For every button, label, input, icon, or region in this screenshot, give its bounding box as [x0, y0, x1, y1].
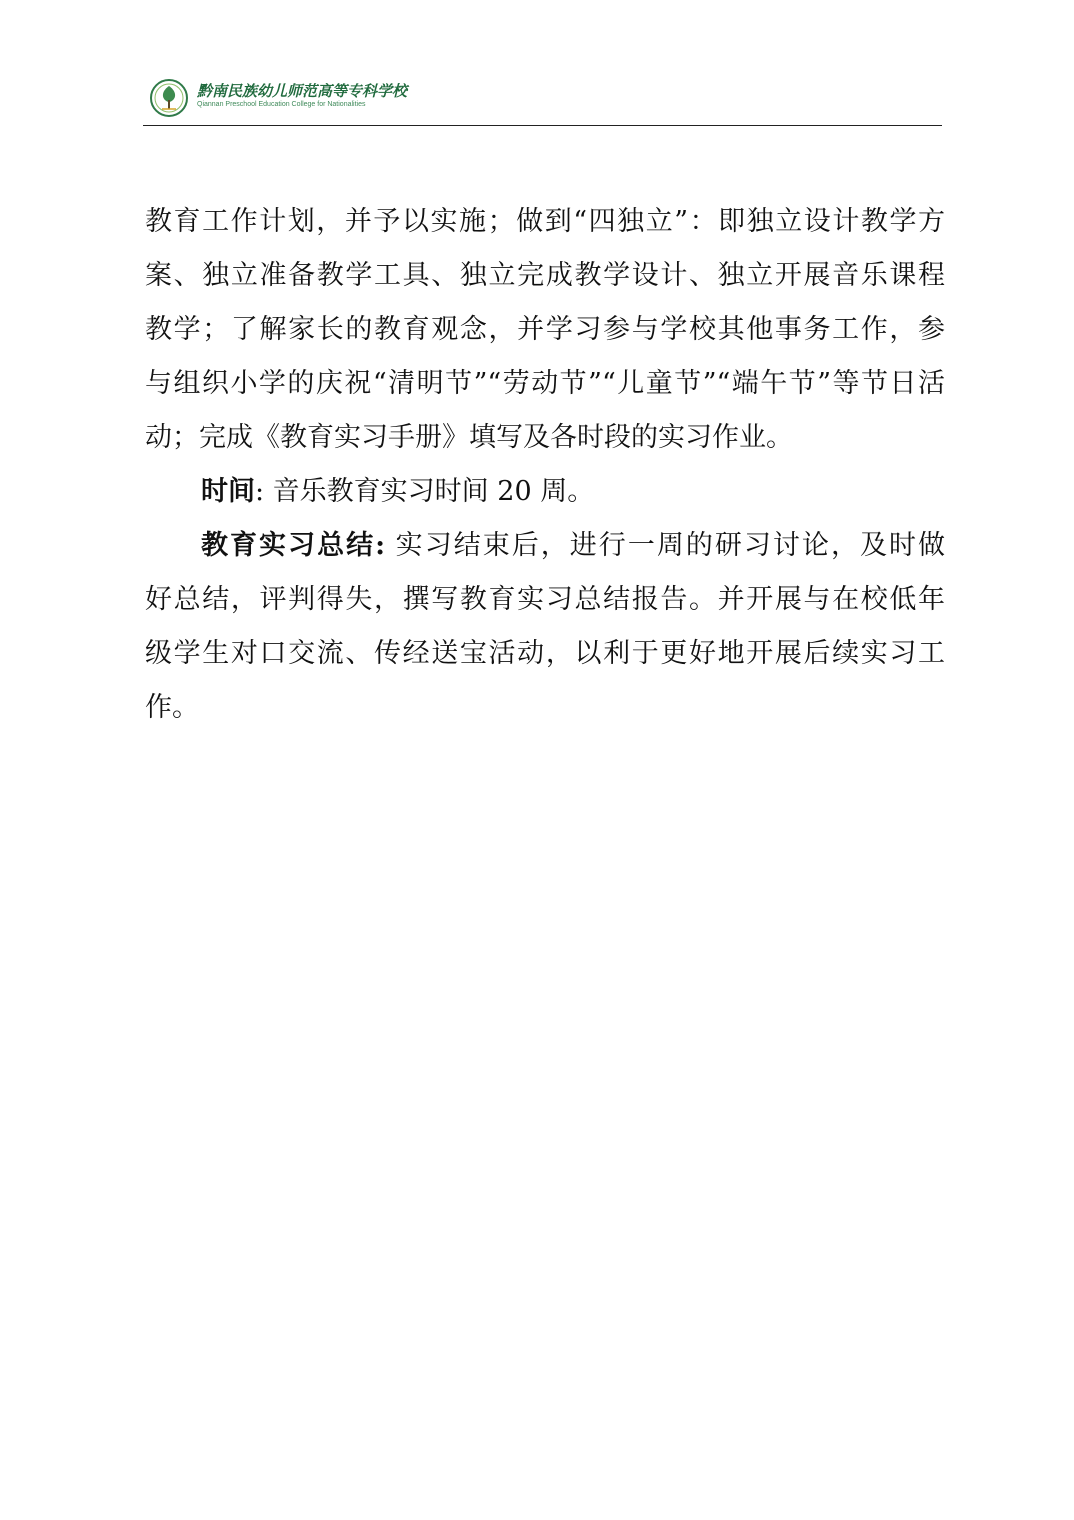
school-name-en: Qiannan Preschool Education College for Nationalities: [197, 101, 366, 108]
document-body: [145, 195, 945, 735]
summary-first-text: 实习结束后，进行一周的研习讨论，及时做: [385, 530, 945, 561]
paragraph-line: 教育工作计划，并予以实施；做到“四独立”：即独立设计教学方: [145, 206, 945, 237]
paragraph-line: 级学生对口交流、传经送宝活动，以利于更好地开展后续实习工: [145, 638, 945, 669]
paragraph-line: 教学；了解家长的教育观念，并学习参与学校其他事务工作，参: [145, 314, 945, 345]
school-name-cn: 黔南民族幼儿师范高等专科学校: [197, 82, 408, 100]
paragraph-line: 案、独立准备教学工具、独立完成教学设计、独立开展音乐课程: [145, 260, 945, 291]
paragraph-plan: [145, 195, 945, 465]
summary-first-line: [145, 519, 945, 573]
time-label: 时间: [201, 476, 255, 507]
school-name-logo: [197, 82, 497, 122]
header-divider: [143, 125, 942, 126]
paragraph-line: 好总结，评判得失，撰写教育实习总结报告。并开展与在校低年: [145, 584, 945, 615]
page-header: [143, 72, 943, 128]
summary-label: 教育实习总结:: [201, 530, 386, 561]
time-text: : 音乐教育实习时间 20 周。: [255, 476, 595, 507]
paragraph-time: [145, 465, 945, 519]
school-emblem-icon: [149, 78, 189, 118]
paragraph-summary: [145, 519, 945, 735]
paragraph-line: 与组织小学的庆祝“清明节”“劳动节”“儿童节”“端午节”等节日活: [145, 368, 945, 399]
paragraph-line: 作。: [145, 692, 199, 723]
paragraph-line: 动；完成《教育实习手册》填写及各时段的实习作业。: [145, 422, 793, 453]
